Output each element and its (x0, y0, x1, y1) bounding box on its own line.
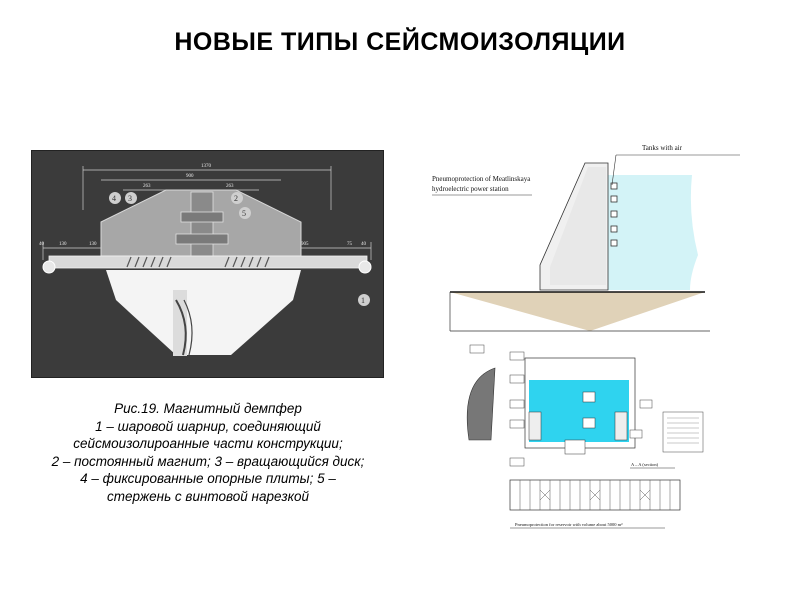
plan-caption: Pneumoprotection for reservoir with volume about 5000 m³ (515, 522, 623, 527)
air-tank (611, 196, 617, 202)
tanks-label: Tanks with air (642, 144, 682, 152)
air-tank (611, 240, 617, 246)
dim-left-b: 130 (59, 242, 67, 247)
dim-left-c: 130 (89, 242, 97, 247)
marker-3 (125, 192, 137, 204)
slide-title: НОВЫЕ ТИПЫ СЕЙСМОИЗОЛЯЦИИ (174, 28, 626, 56)
ball-joint-left (43, 261, 55, 273)
support-plate (49, 256, 367, 268)
svg-text:1: 1 (361, 296, 365, 305)
screw-rod (191, 192, 213, 256)
marker-5 (239, 207, 251, 219)
air-tank (611, 211, 617, 217)
dim-total: 1370 (201, 164, 211, 169)
caption-line: 1 – шаровой шарнир, соединяющий (95, 418, 321, 434)
svg-text:2: 2 (234, 194, 238, 203)
svg-text:5: 5 (242, 209, 246, 218)
dim-right-a: 263 (226, 184, 234, 189)
figure-caption (20, 400, 396, 505)
svg-text:3: 3 (128, 194, 132, 203)
magnetic-damper-photo (31, 150, 384, 378)
reservoir-plan-diagram (455, 340, 705, 535)
dam-title-line-1: Pneumoprotection of Meatlinskaya (432, 175, 531, 183)
dam-pneumoprotection-diagram (420, 135, 740, 335)
reservoir-water-area (529, 380, 629, 442)
dim-upper: 900 (186, 174, 194, 179)
caption-line: 2 – постоянный магнит; 3 – вращающийся диск; (51, 453, 365, 469)
ball-joint-right (359, 261, 371, 273)
dim-right-d: 40 (361, 242, 366, 247)
caption-line: стержень с винтовой нарезкой (106, 488, 309, 504)
caption-line: 4 – фиксированные опорные плиты; 5 – (80, 471, 336, 486)
air-tank (611, 226, 617, 232)
reservoir-wall-section (467, 368, 495, 440)
dim-right-b: 905 (301, 242, 309, 247)
marker-1 (358, 294, 370, 306)
caption-line: Рис.19. Магнитный демпфер (114, 401, 302, 416)
foundation-soil (450, 292, 705, 331)
reservoir-water (606, 175, 698, 290)
dim-left-d: 40 (39, 242, 44, 247)
caption-line: сейсмоизолироанные части конструкции; (73, 436, 343, 451)
dim-left-a: 263 (143, 184, 151, 189)
dam-title-line-2: hydroelectric power station (432, 185, 509, 193)
marker-2 (231, 192, 243, 204)
marker-4 (109, 192, 121, 204)
section-label: A – A (section) (631, 462, 659, 467)
svg-text:4: 4 (112, 194, 116, 203)
dim-right-c: 75 (347, 242, 352, 247)
